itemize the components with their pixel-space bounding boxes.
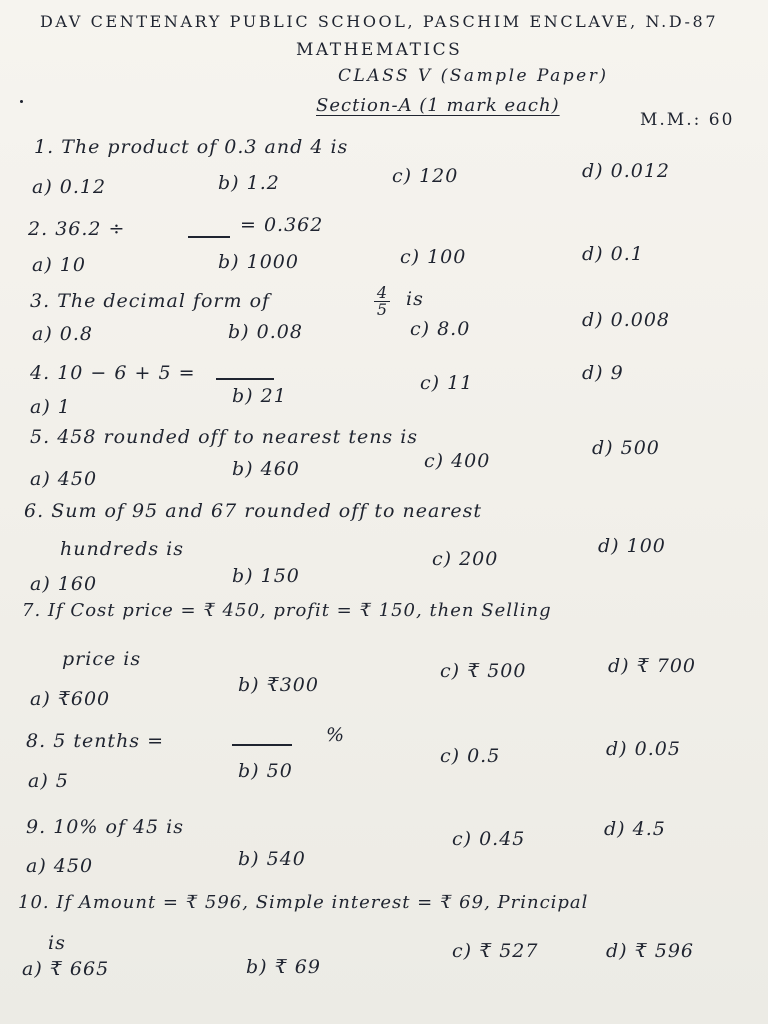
question-7-cont: price is [62, 648, 142, 670]
question-10-cont: is [48, 932, 66, 954]
question-text: Sum of 95 and 67 rounded off to nearest [51, 500, 482, 522]
q5-option-b: b) 460 [232, 458, 300, 480]
q10-option-c: c) ₹ 527 [452, 940, 539, 962]
question-text: 10 − 6 + 5 = [57, 362, 196, 384]
q9-option-d: d) 4.5 [604, 818, 666, 840]
question-2 [28, 218, 125, 240]
q7-option-a: a) ₹600 [30, 688, 111, 710]
q8-option-c: c) 0.5 [440, 745, 501, 767]
q7-option-c: c) ₹ 500 [440, 660, 527, 682]
question-text: 458 rounded off to nearest tens is [57, 426, 419, 448]
question-number: 8. [26, 730, 47, 752]
question-text: If Cost price = ₹ 450, profit = ₹ 150, then Selling [47, 600, 552, 621]
q8-option-b: b) 50 [238, 760, 293, 782]
q10-option-d: d) ₹ 596 [606, 940, 695, 962]
q9-option-b: b) 540 [238, 848, 306, 870]
question-text: The product of 0.3 and 4 is [61, 136, 349, 158]
class-info: CLASS V (Sample Paper) [338, 66, 609, 86]
answer-blank [188, 236, 230, 238]
question-number: 7. [22, 600, 42, 621]
q4-option-b: b) 21 [232, 385, 287, 407]
question-number: 6. [24, 500, 45, 522]
question-number: 9. [26, 816, 47, 838]
question-text-left: 5 tenths = [53, 730, 165, 752]
answer-blank [232, 744, 292, 746]
question-3 [30, 290, 270, 312]
q2-option-b: b) 1000 [218, 251, 299, 273]
fraction-numerator: 4 [374, 285, 390, 302]
question-8-right: % [326, 724, 346, 746]
question-4 [30, 362, 196, 384]
question-5 [30, 426, 418, 448]
q5-option-a: a) 450 [30, 468, 98, 490]
q7-option-b: b) ₹300 [238, 674, 319, 696]
question-number: 3. [30, 290, 51, 312]
question-number: 1. [34, 136, 55, 158]
q5-option-c: c) 400 [424, 450, 491, 472]
q8-option-a: a) 5 [28, 770, 69, 792]
q4-option-c: c) 11 [420, 372, 474, 394]
q6-option-d: d) 100 [598, 535, 666, 557]
q5-option-d: d) 500 [592, 437, 660, 459]
q1-option-a: a) 0.12 [32, 176, 107, 198]
question-6-cont: hundreds is [60, 538, 184, 560]
q4-option-d: d) 9 [582, 362, 624, 384]
fraction-four-fifths [374, 285, 390, 318]
question-number: 5. [30, 426, 51, 448]
q1-option-b: b) 1.2 [218, 172, 280, 194]
question-1 [34, 136, 348, 158]
question-number: 2. [28, 218, 49, 240]
q6-option-c: c) 200 [432, 548, 499, 570]
q2-option-d: d) 0.1 [582, 243, 644, 265]
answer-blank [216, 378, 274, 380]
question-text: 10% of 45 is [53, 816, 185, 838]
question-number: 4. [30, 362, 51, 384]
q7-option-d: d) ₹ 700 [608, 655, 697, 677]
q3-option-a: a) 0.8 [32, 323, 93, 345]
school-name: DAV CENTENARY PUBLIC SCHOOL, PASCHIM ENCLAVE, N.D-87 [40, 12, 719, 31]
question-3-tail: is [406, 288, 424, 310]
q8-option-d: d) 0.05 [606, 738, 681, 760]
q2-option-a: a) 10 [32, 254, 86, 276]
max-marks: M.M.: 60 [640, 110, 735, 130]
question-number: 10. [18, 892, 50, 913]
q3-option-b: b) 0.08 [228, 321, 303, 343]
q3-option-c: c) 8.0 [410, 318, 471, 340]
question-8 [26, 730, 164, 752]
q2-option-c: c) 100 [400, 246, 467, 268]
question-text-left: 36.2 ÷ [55, 218, 126, 240]
question-text: If Amount = ₹ 596, Simple interest = ₹ 69, Principal [56, 892, 589, 913]
q6-option-a: a) 160 [30, 573, 98, 595]
question-text: The decimal form of [57, 290, 271, 312]
ink-dot [20, 100, 23, 103]
question-10 [18, 892, 588, 913]
q1-option-c: c) 120 [392, 165, 459, 187]
q10-option-a: a) ₹ 665 [22, 958, 110, 980]
question-7 [22, 600, 552, 621]
q1-option-d: d) 0.012 [582, 160, 671, 182]
q6-option-b: b) 150 [232, 565, 300, 587]
question-6 [24, 500, 482, 522]
section-heading: Section-A (1 mark each) [316, 95, 560, 116]
q4-option-a: a) 1 [30, 396, 71, 418]
fraction-denominator: 5 [376, 300, 388, 319]
q3-option-d: d) 0.008 [582, 309, 671, 331]
q9-option-c: c) 0.45 [452, 828, 526, 850]
question-2-right: = 0.362 [240, 214, 324, 236]
q10-option-b: b) ₹ 69 [246, 956, 321, 978]
question-9 [26, 816, 184, 838]
subject-title: MATHEMATICS [296, 40, 463, 60]
q9-option-a: a) 450 [26, 855, 94, 877]
